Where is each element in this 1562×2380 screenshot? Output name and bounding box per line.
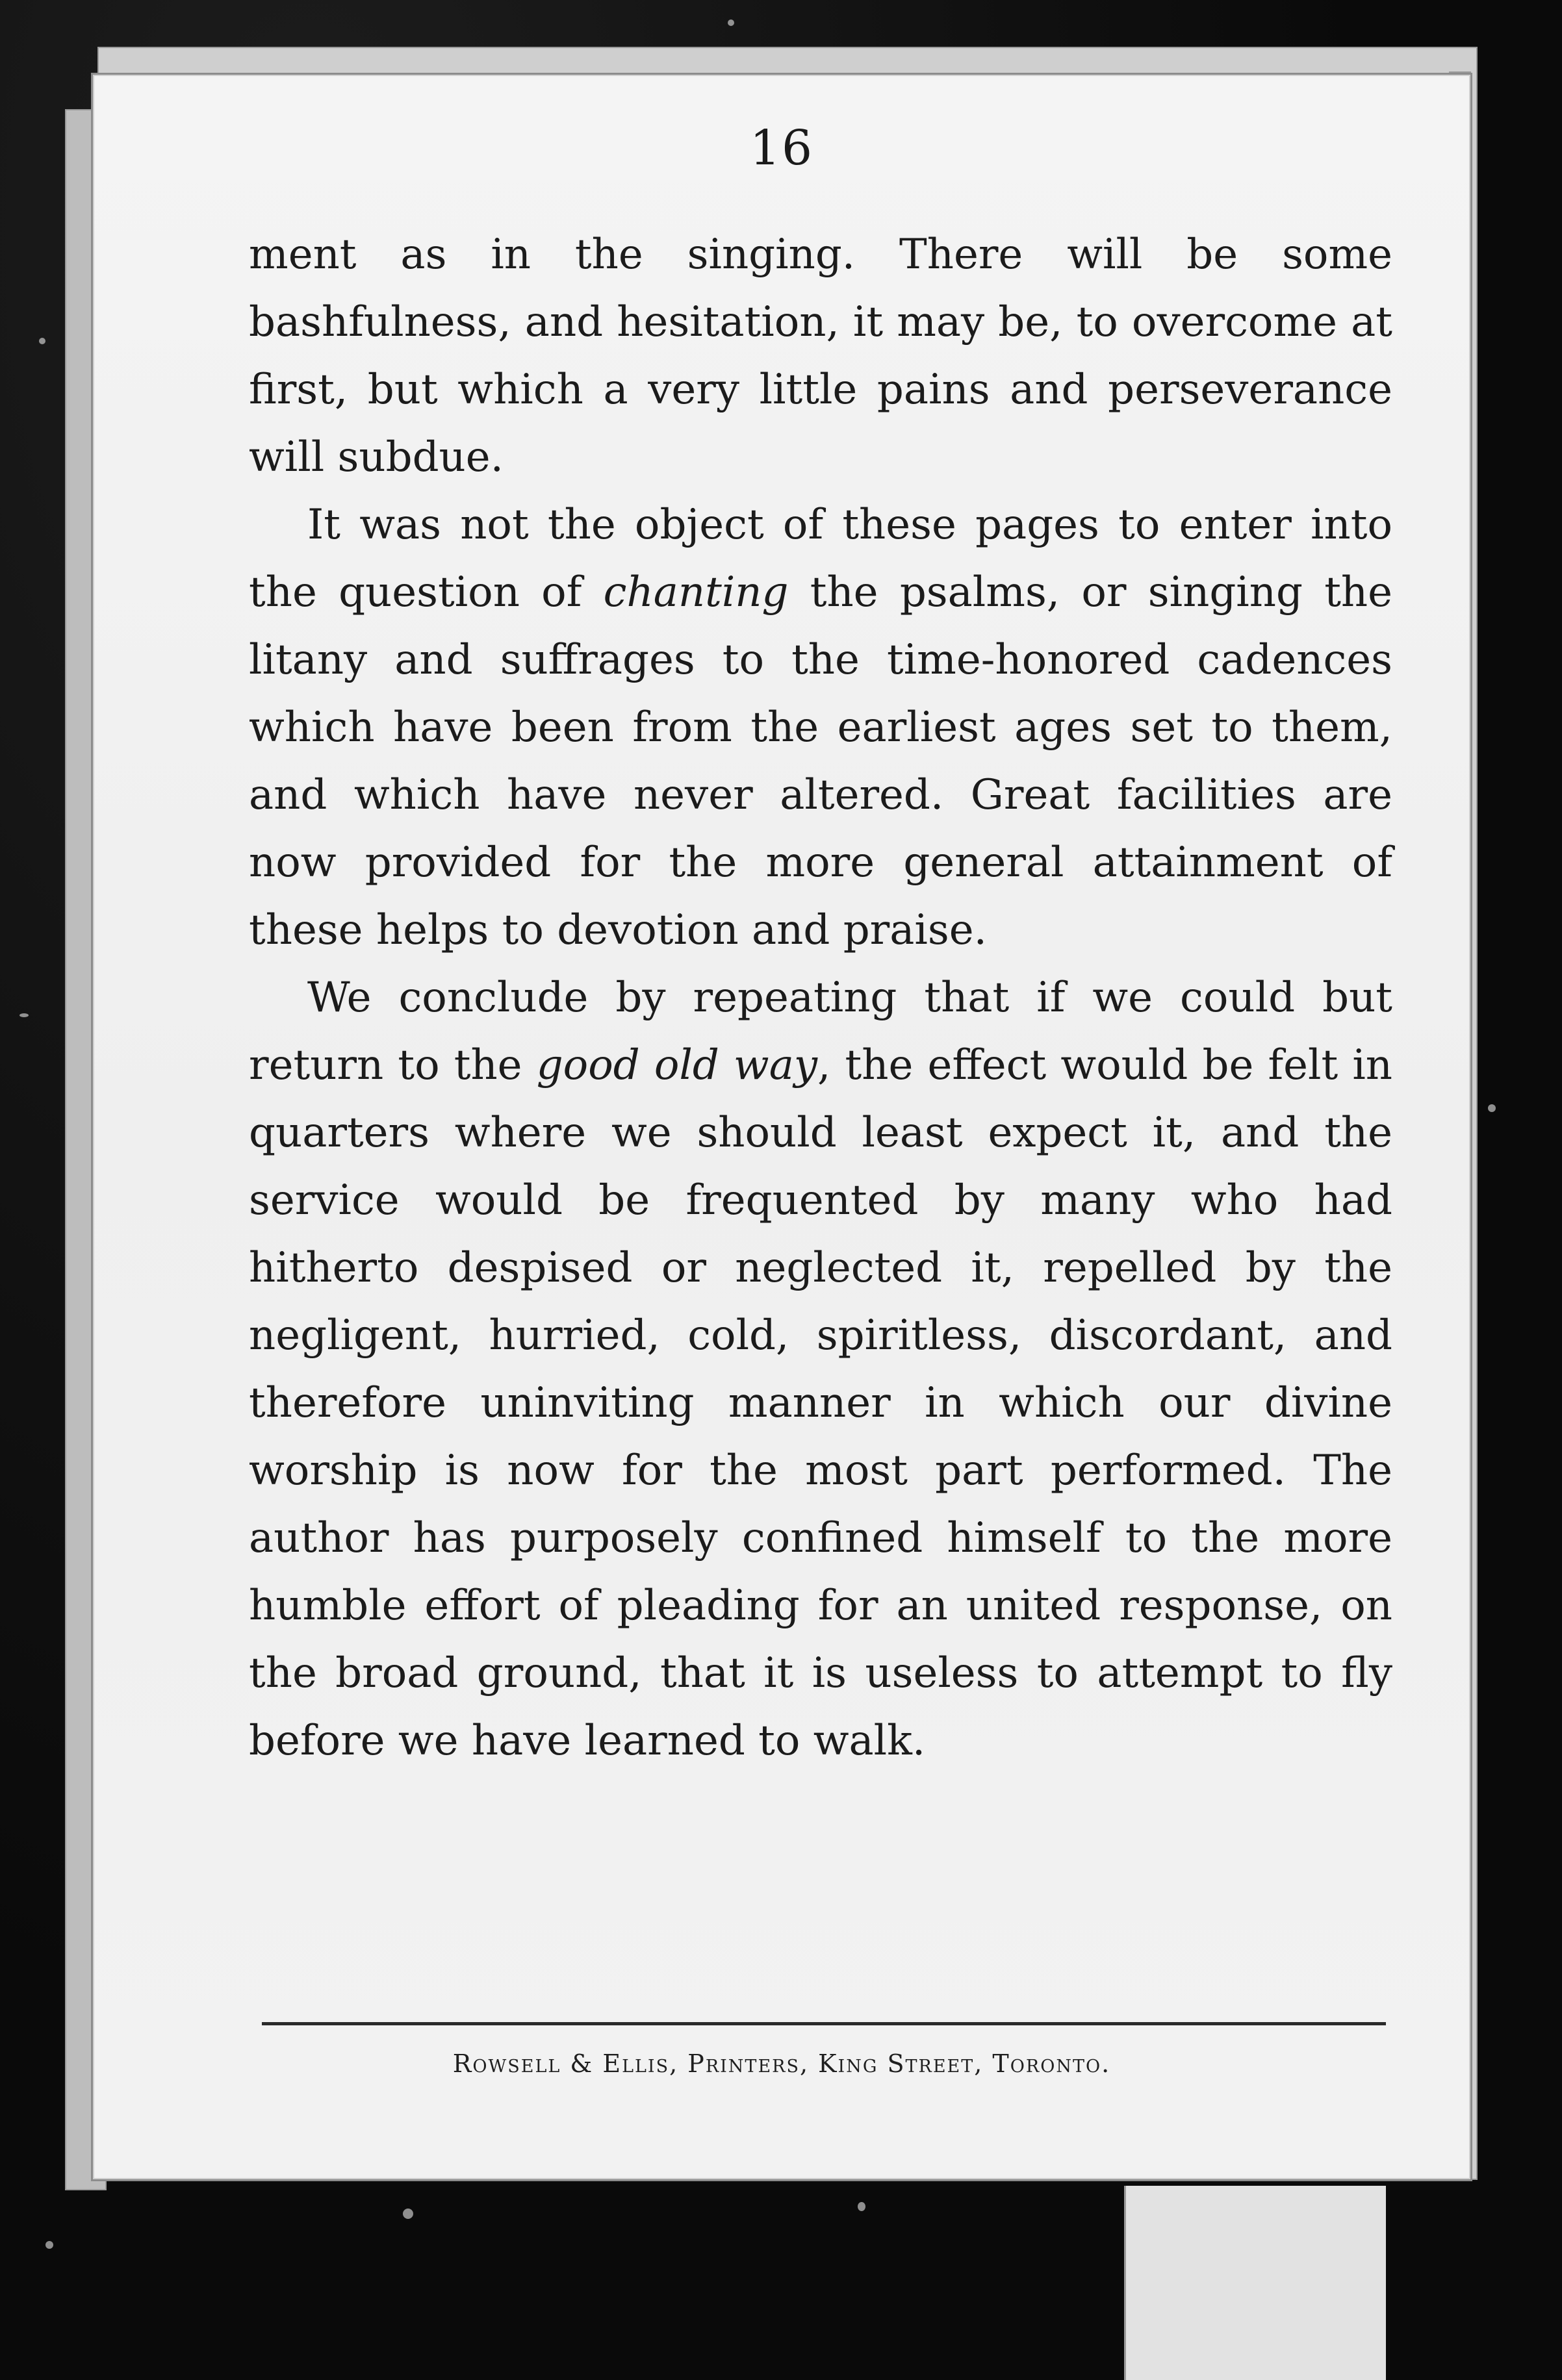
paragraph-2-text-a: It was not the object of these pages to enter into the question of xyxy=(249,501,1392,616)
dust-speck xyxy=(728,19,734,26)
paragraph-3-text-a: We conclude by repeating that if we could but return to the xyxy=(249,974,1392,1089)
paragraph-3-italic-good-old-way: good old way xyxy=(536,1041,818,1089)
dust-speck xyxy=(1488,1104,1496,1112)
dust-speck xyxy=(858,2202,865,2211)
footer-rule xyxy=(262,2022,1386,2025)
paragraph-2 xyxy=(249,491,1392,964)
dust-speck xyxy=(19,1013,29,1017)
document-page xyxy=(91,73,1472,2181)
dust-speck xyxy=(403,2209,413,2219)
torn-page-corner xyxy=(1124,2186,1386,2380)
body-text xyxy=(249,221,1392,1775)
printer-imprint: Rowsell & Ellis, Printers, King Street, Toronto. xyxy=(452,2049,1111,2078)
paragraph-1-text: ment as in the singing. There will be some bashfulness, and hesitation, it may be, to overcome at first, but which a very little pains and perseverance will subdue. xyxy=(249,231,1392,481)
paragraph-3-text-b: , the effect would be felt in quarters where we should least expect it, and the service would be frequented by many who had hitherto despised or neglected it, repelled by the negligent, hurried, cold, spiritless, discordant, and therefore uninviting manner in which our divine worship is now for the most part performed. The author has purposely confined himself to the more humble effort of pleading for an united response, on the broad ground, that it is useless to attempt to fly before we have learned to walk. xyxy=(249,1041,1393,1765)
paragraph-2-italic-chanting: chanting xyxy=(603,568,789,616)
page-number: 16 xyxy=(749,120,814,176)
dust-speck xyxy=(39,338,45,344)
paragraph-3 xyxy=(249,964,1392,1775)
paragraph-1 xyxy=(249,221,1392,491)
dust-speck xyxy=(45,2241,53,2249)
paragraph-2-text-b: the psalms, or singing the litany and suffrages to the time-honored cadences which have been from the earliest ages set to them, and which have never altered. Great facilities are now provided for the more general attainment of these helps to devotion and praise. xyxy=(249,568,1393,954)
